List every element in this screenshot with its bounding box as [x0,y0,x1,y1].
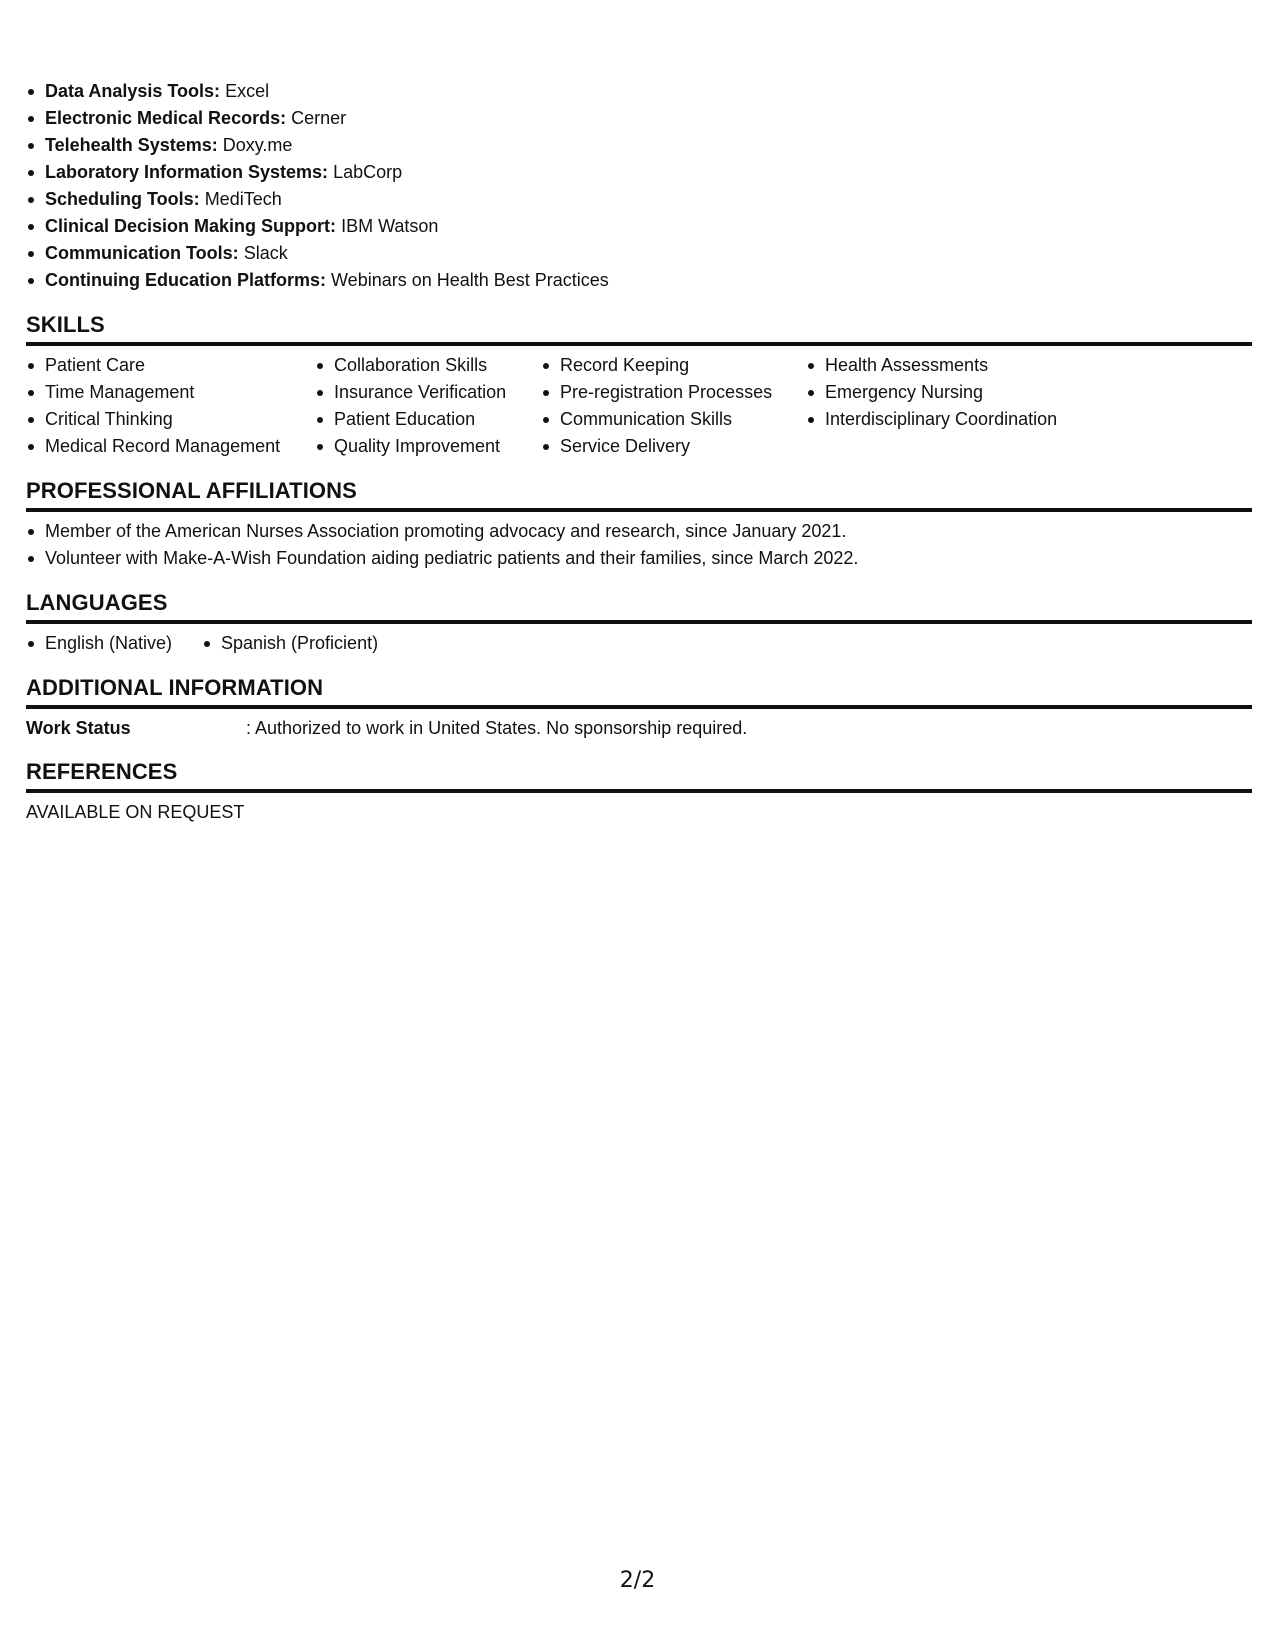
tools-item [26,105,1252,132]
skills-column [26,352,315,460]
tools-item [26,186,1252,213]
tool-value: Webinars on Health Best Practices [331,270,609,290]
tool-value: MediTech [204,189,282,209]
skills-heading: SKILLS [26,312,1252,346]
affiliation-item: Member of the American Nurses Association promoting advocacy and research, since January 2021. [26,518,1252,545]
skill-item: Time Management [26,379,315,406]
languages-list [26,630,202,657]
skill-item: Health Assessments [806,352,1106,379]
skill-item: Critical Thinking [26,406,315,433]
tool-label: Telehealth Systems: [45,135,218,155]
skills-column [541,352,806,460]
references-heading: REFERENCES [26,759,1252,793]
tool-label: Scheduling Tools: [45,189,200,209]
tools-item [26,132,1252,159]
skill-item: Collaboration Skills [315,352,541,379]
languages-heading: LANGUAGES [26,590,1252,624]
affiliations-heading: PROFESSIONAL AFFILIATIONS [26,478,1252,512]
tool-label: Clinical Decision Making Support: [45,216,337,236]
tools-item [26,240,1252,267]
language-item: Spanish (Proficient) [202,630,378,657]
tools-list [26,78,1252,294]
tool-value: Slack [243,243,288,263]
page-number: 2/2 [619,1568,656,1593]
tool-label: Continuing Education Platforms: [45,270,326,290]
skill-item: Patient Education [315,406,541,433]
skill-item: Patient Care [26,352,315,379]
references-text: AVAILABLE ON REQUEST [26,802,245,822]
work-status-label: Work Status [26,718,131,738]
work-status-row [26,715,1252,741]
language-item: English (Native) [26,630,202,657]
additional-info-heading: ADDITIONAL INFORMATION [26,675,1252,709]
tools-item [26,267,1252,294]
tool-value: IBM Watson [341,216,439,236]
skill-item: Medical Record Management [26,433,315,460]
languages-list [202,630,378,657]
skills-column [806,352,1106,460]
skill-item: Service Delivery [541,433,806,460]
skills-grid [26,352,1252,460]
skill-item: Insurance Verification [315,379,541,406]
skill-item: Communication Skills [541,406,806,433]
tool-value: Cerner [291,108,347,128]
skill-item: Quality Improvement [315,433,541,460]
skill-item: Pre-registration Processes [541,379,806,406]
work-status-value: : Authorized to work in United States. No sponsorship required. [246,718,748,738]
skill-item: Record Keeping [541,352,806,379]
skill-item: Interdisciplinary Coordination [806,406,1106,433]
skills-column [315,352,541,460]
tool-label: Laboratory Information Systems: [45,162,329,182]
tools-item [26,78,1252,105]
tools-item [26,159,1252,186]
affiliation-item: Volunteer with Make-A-Wish Foundation aiding pediatric patients and their families, since March 2022. [26,545,1252,572]
tools-item [26,213,1252,240]
tool-label: Electronic Medical Records: [45,108,287,128]
tool-label: Communication Tools: [45,243,239,263]
resume-page [26,78,1252,825]
tool-label: Data Analysis Tools: [45,81,221,101]
affiliations-list [26,518,1252,572]
tool-value: Doxy.me [222,135,293,155]
tool-value: LabCorp [333,162,403,182]
tool-value: Excel [225,81,270,101]
skill-item: Emergency Nursing [806,379,1106,406]
languages-row [26,630,1252,657]
